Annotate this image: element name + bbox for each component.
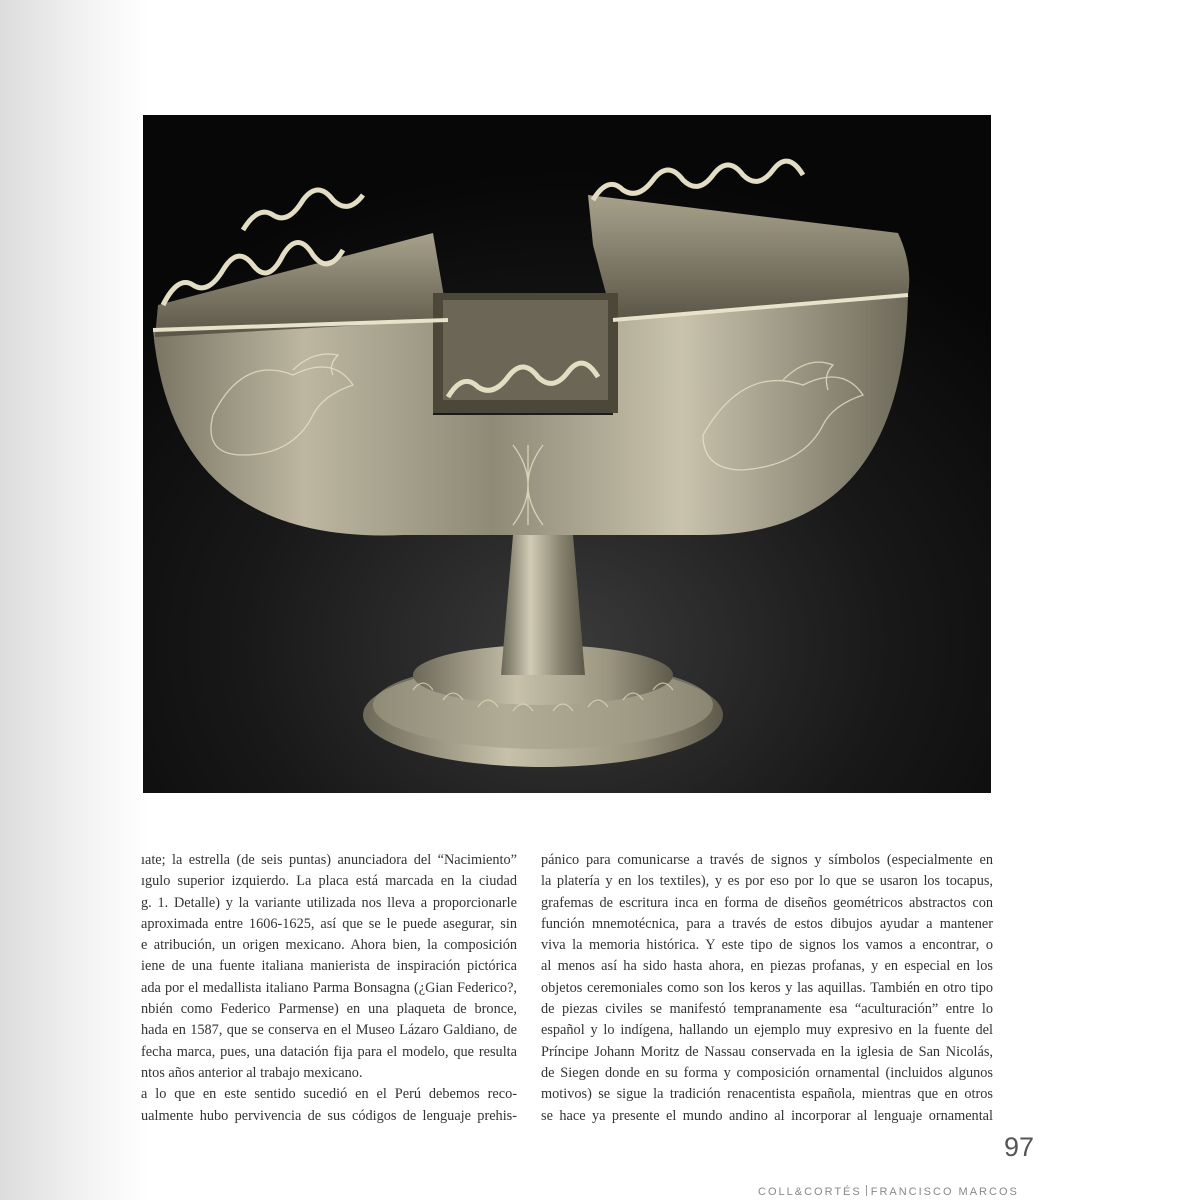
silver-bowl-photograph	[143, 115, 991, 793]
text-line: ada por el medallista italiano Parma Bonsagna (¿Gian Federico?,	[141, 979, 517, 996]
page-number: 97	[1004, 1132, 1035, 1162]
text-line: e atribución, un origen mexicano. Ahora bien, la composición	[141, 937, 517, 954]
text-line: ualmente hubo pervivencia de sus códigos de lenguaje prehis-	[141, 1107, 517, 1124]
text-line: viva la memoria histórica. Y este tipo de signos los vamos a encontrar, o	[541, 937, 993, 954]
text-line: nbién como Federico Parmense) en una plaqueta de bronce,	[141, 1001, 517, 1018]
text-line: objetos ceremoniales como son los keros y las aquillas. También en otro tipo	[541, 979, 993, 996]
text-line: hada en 1587, que se conserva en el Museo Lázaro Galdiano, de	[141, 1022, 517, 1039]
text-line: aproximada entre 1606-1625, así que se le puede asegurar, sin	[141, 915, 517, 932]
text-line: pánico para comunicarse a través de signos y símbolos (especialmente en	[541, 852, 993, 868]
running-footer	[758, 1185, 1019, 1198]
text-line: de Siegen donde en su forma y composición ornamental (incluidos algunos	[541, 1064, 993, 1081]
footer-divider	[866, 1185, 867, 1196]
text-line: iene de una fuente italiana manierista de inspiración pictórica	[141, 958, 517, 975]
text-line: grafemas de escritura inca en forma de diseños geométricos abstractos con	[541, 894, 993, 911]
text-line: Príncipe Johann Moritz de Nassau conservada en la iglesia de San Nicolás,	[541, 1043, 993, 1060]
text-column-right	[541, 850, 993, 1127]
text-line: se hace ya presente el mundo andino al incorporar al lenguaje ornamental	[541, 1107, 993, 1124]
text-line: ıgulo superior izquierdo. La placa está marcada en la ciudad	[141, 873, 517, 890]
text-line: al menos así ha sido hasta ahora, en piezas profanas, y en especial en los	[541, 958, 993, 975]
book-gutter-shadow	[0, 0, 150, 1200]
text-line: de piezas civiles se manifestó tempranamente esa “aculturación” entre lo	[541, 1001, 993, 1018]
text-line: función mnemotécnica, para a través de estos dibujos ayudar a mantener	[541, 915, 993, 932]
text-line: a lo que en este sentido sucedió en el Perú debemos reco-	[141, 1086, 517, 1103]
text-column-left	[141, 850, 517, 1127]
text-line: g. 1. Detalle) y la variante utilizada nos lleva a proporcionarle	[141, 894, 517, 911]
footer-publisher: COLL&CORTÉS	[758, 1186, 862, 1198]
text-line: ntos años anterior al trabajo mexicano.	[141, 1064, 363, 1081]
text-line: la platería y en los textiles), y es por eso por lo que se usaron los tocapus,	[541, 873, 993, 890]
text-line: ıate; la estrella (de seis puntas) anunciadora del “Nacimiento”	[141, 852, 517, 868]
text-line: fecha marca, pues, una datación fija para el modelo, que resulta	[141, 1043, 517, 1060]
text-line: motivos) se sigue la tradición renacentista española, mientras que en otros	[541, 1086, 993, 1103]
text-line: español y lo indígena, hallando un ejemplo muy expresivo en la fuente del	[541, 1022, 993, 1039]
footer-author: FRANCISCO MARCOS	[870, 1186, 1019, 1198]
